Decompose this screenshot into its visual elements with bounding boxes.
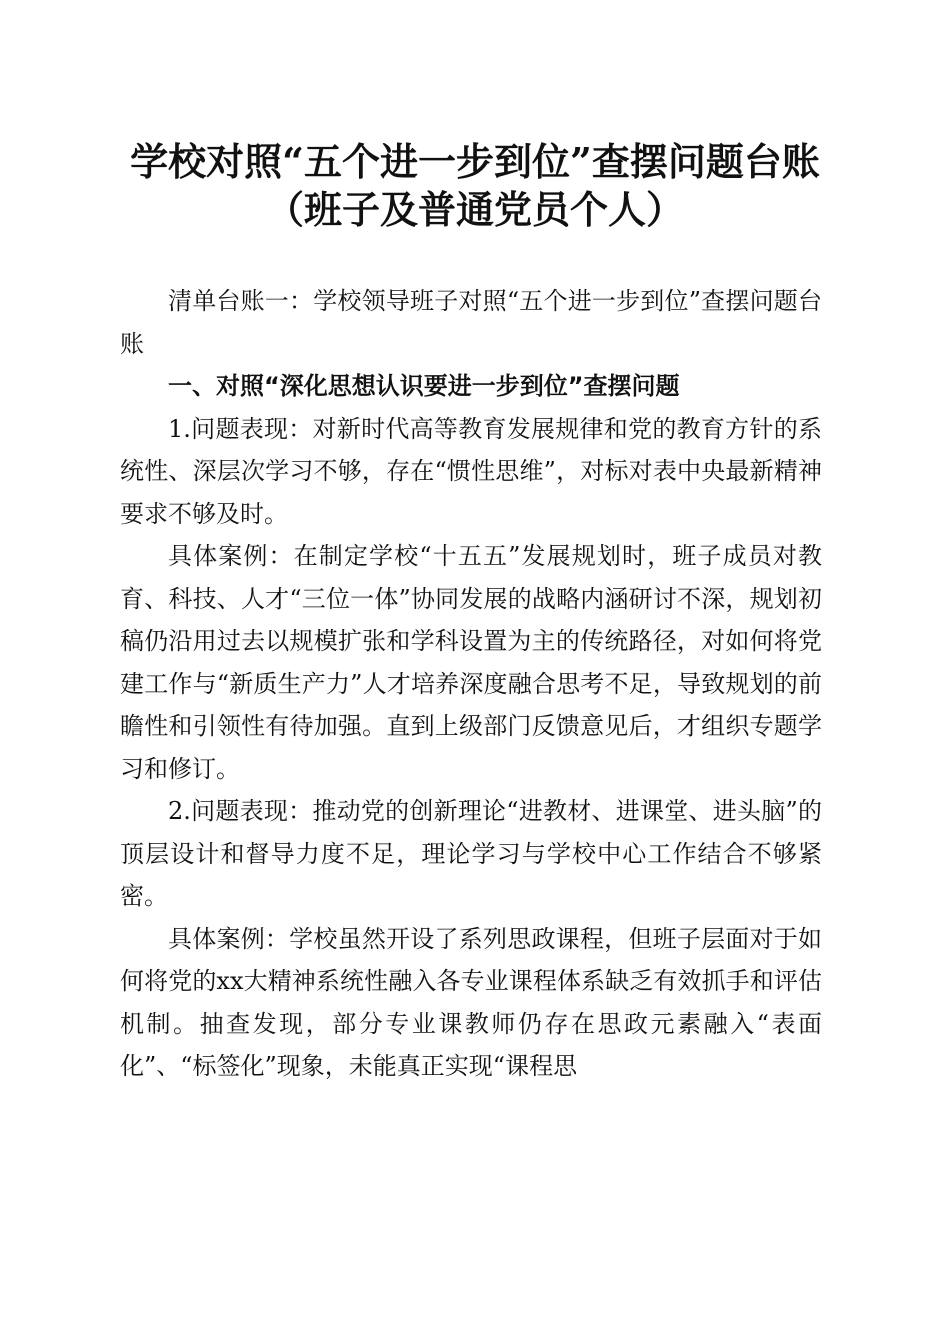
item-2-problem-paragraph: 2.问题表现：推动党的创新理论“进教材、进课堂、进头脑”的顶层设计和督导力度不足，理论学习与学校中心工作结合不够紧密。 <box>120 797 822 910</box>
document-title-line-1: 学校对照“五个进一步到位”查摆问题台账 <box>130 139 820 184</box>
intro-paragraph: 清单台账一：学校领导班子对照“五个进一步到位”查摆问题台账 <box>120 287 822 358</box>
section-heading-1: 一、对照“深化思想认识要进一步到位”查摆问题 <box>168 372 680 400</box>
item-2-case-paragraph: 具体案例：学校虽然开设了系列思政课程，但班子层面对于如何将党的xx大精神系统性融入各专业课程体系缺乏有效抓手和评估机制。抽查发现，部分专业课教师仍存在思政元素融入“表面化”、“标签化”现象，未能真正实现“课程思 <box>120 924 822 1080</box>
item-1-case-paragraph: 具体案例：在制定学校“十五五”发展规划时，班子成员对教育、科技、人才“三位一体”协同发展的战略内涵研讨不深，规划初稿仍沿用过去以规模扩张和学科设置为主的传统路径，对如何将党建工作与“新质生产力”人才培养深度融合思考不足，导致规划的前瞻性和引领性有待加强。直到上级部门反馈意见后，才组织专题学习和修订。 <box>120 542 822 783</box>
document-body <box>120 280 822 1088</box>
item-1-problem-paragraph: 1.问题表现：对新时代高等教育发展规律和党的教育方针的系统性、深层次学习不够，存在“惯性思维”，对标对表中央最新精神要求不够及时。 <box>120 414 822 528</box>
document-title-line-2: （班子及普通党员个人） <box>265 187 684 232</box>
